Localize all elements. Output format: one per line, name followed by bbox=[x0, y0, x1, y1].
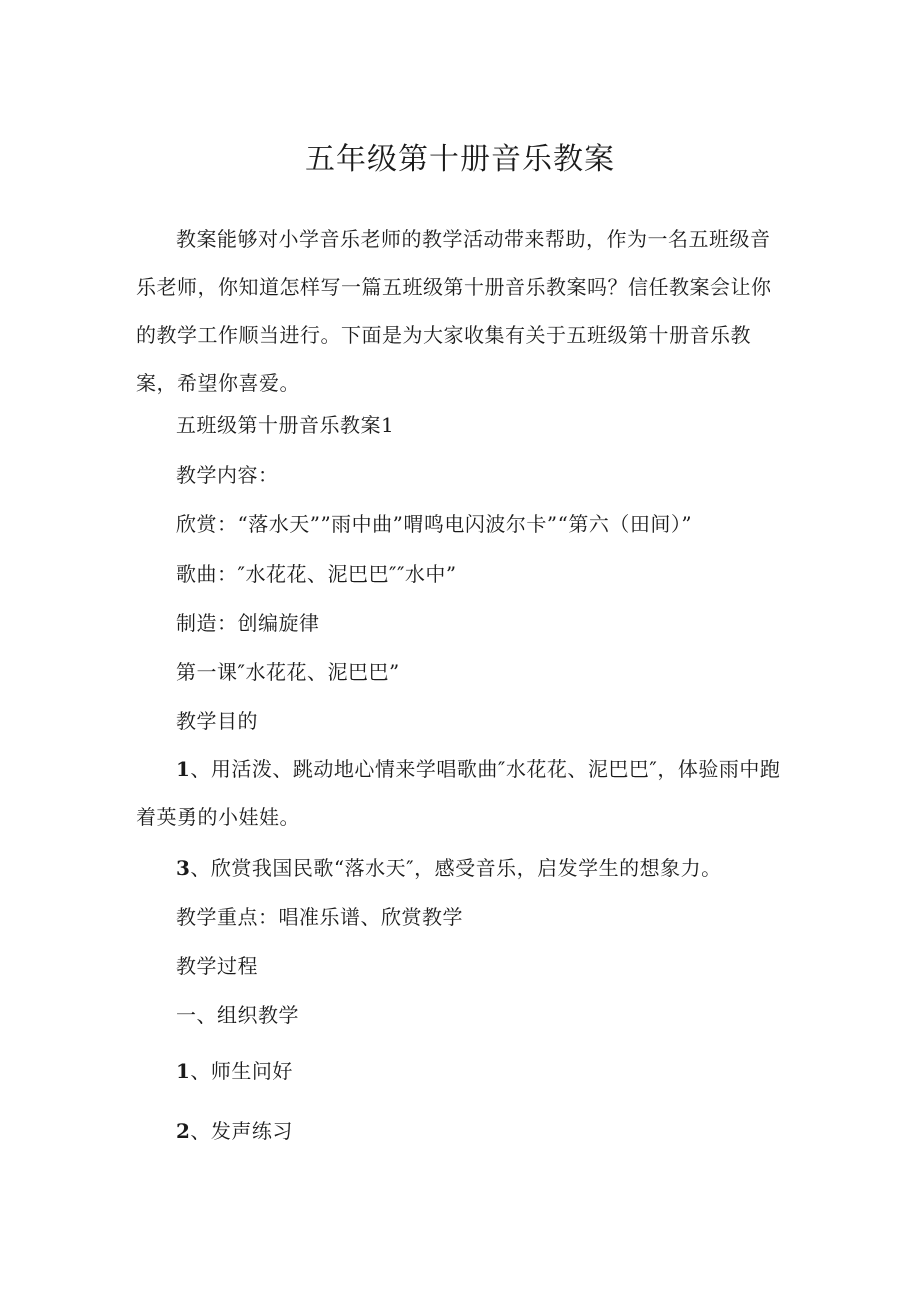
step-2-line bbox=[176, 1116, 293, 1146]
goal-3-line bbox=[176, 853, 722, 883]
lesson-one-line: 第一课″水花花、泥巴巴” bbox=[176, 660, 400, 684]
step-1-text: 、师生问好 bbox=[190, 1059, 293, 1083]
step-2-number: 2 bbox=[176, 1119, 191, 1143]
section-heading bbox=[176, 410, 394, 440]
key-points-line: 教学重点：唱准乐谱、欣赏教学 bbox=[176, 905, 463, 929]
section-heading-text: 五班级第十册音乐教案1 bbox=[176, 413, 395, 437]
document-title: 五年级第十册音乐教案 bbox=[305, 142, 615, 177]
intro-paragraph: 教案能够对小学音乐老师的教学活动带来帮助，作为一名五班级音乐老师，你知道怎样写一篇五班级第十册音乐教案吗？信任教案会让你的教学工作顺当进行。下面是为大家收集有关于五班级第十册音乐教案，希望你喜爱。 bbox=[136, 227, 772, 395]
step-1-number: 1 bbox=[176, 1059, 191, 1083]
appreciation-line: 欣赏：“落水天””雨中曲”喟鸣电闪波尔卡”“第六（田间）” bbox=[176, 512, 693, 536]
step-1-line bbox=[176, 1056, 293, 1086]
process-label: 教学过程 bbox=[176, 954, 258, 978]
goals-label: 教学目的 bbox=[176, 709, 258, 733]
songs-line: 歌曲：″水花花、泥巴巴″″水中” bbox=[176, 562, 457, 586]
goal-3-text: 、欣赏我国民歌“落水天″，感受音乐，启发学生的想象力。 bbox=[190, 856, 722, 880]
goal-3-number: 3 bbox=[176, 856, 191, 880]
step-one-line: 一、组织教学 bbox=[176, 1003, 299, 1027]
goal-1-paragraph bbox=[136, 745, 786, 841]
goal-1-number: 1 bbox=[176, 757, 191, 781]
creation-line: 制造：创编旋律 bbox=[176, 611, 320, 635]
step-2-text: 、发声练习 bbox=[190, 1119, 293, 1143]
content-label: 教学内容： bbox=[176, 463, 279, 487]
goal-1-text: 、用活泼、跳动地心情来学唱歌曲″水花花、泥巴巴″，体验雨中跑着英勇的小娃娃。 bbox=[136, 757, 781, 829]
